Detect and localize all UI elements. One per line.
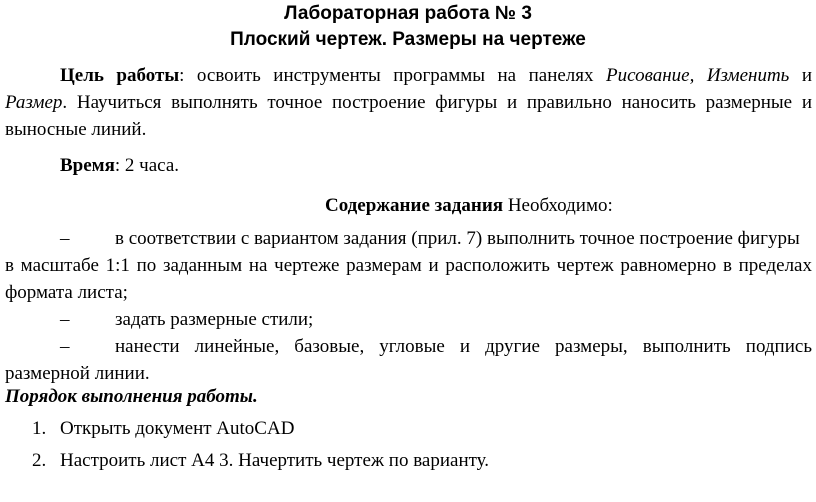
step-1-num: 1. (32, 418, 47, 439)
goal-italic-b: Размер (5, 92, 63, 113)
step-2 (32, 447, 489, 474)
list-item-2 (0, 306, 816, 333)
list-item-1-line-1 (0, 225, 816, 252)
goal-italic-a: Рисование, Изменить (606, 65, 790, 86)
list-item-3-line-2: размерной линии. (5, 363, 150, 384)
list-item-1-line-3: формата листа; (5, 282, 128, 303)
step-2-text: Настроить лист А4 3. Начертить чертеж по варианту. (60, 450, 490, 471)
goal-line-3: выносные линий. (5, 119, 147, 140)
step-1 (32, 415, 294, 442)
goal-line-1 (60, 62, 812, 89)
dash-marker: – (60, 309, 70, 330)
goal-text-b: и (789, 65, 813, 86)
list-item-3-line-1 (0, 333, 816, 360)
doc-title-line-2: Плоский чертеж. Размеры на чертеже (230, 29, 586, 50)
list-item-2-text: задать размерные стили; (115, 309, 314, 330)
time-label: Время (60, 155, 115, 176)
step-2-num: 2. (32, 450, 47, 471)
goal-text-a: : освоить инструменты программы на панелях (179, 65, 607, 86)
list-item-3-text-1: нанести линейные, базовые, угловые и другие размеры, выполнить подпись (115, 336, 812, 357)
dash-marker: – (60, 336, 70, 357)
task-label: Содержание задания (325, 195, 504, 216)
time-line (60, 152, 179, 179)
list-item-1-text-1: в соответствии с вариантом задания (прил. 7) выполнить точное построение фигуры (115, 228, 800, 249)
list-item-1-line-2: в масштабе 1:1 по заданным на чертеже размерам и расположить чертеж равномерно в пределах (5, 255, 812, 276)
goal-line-2 (5, 89, 812, 116)
procedure-heading-text: Порядок выполнения работы. (5, 386, 258, 407)
step-1-text: Открыть документ AutoCAD (60, 418, 295, 439)
doc-title-line-1: Лабораторная работа № 3 (284, 3, 532, 24)
goal-label: Цель работы (60, 65, 180, 86)
time-text: : 2 часа. (114, 155, 180, 176)
dash-marker: – (60, 228, 70, 249)
task-text: Необходимо: (503, 195, 613, 216)
procedure-heading (5, 383, 258, 410)
task-heading (325, 192, 613, 219)
goal-text-c: . Научиться выполнять точное построение фигуры и правильно наносить размерные и (62, 92, 812, 113)
